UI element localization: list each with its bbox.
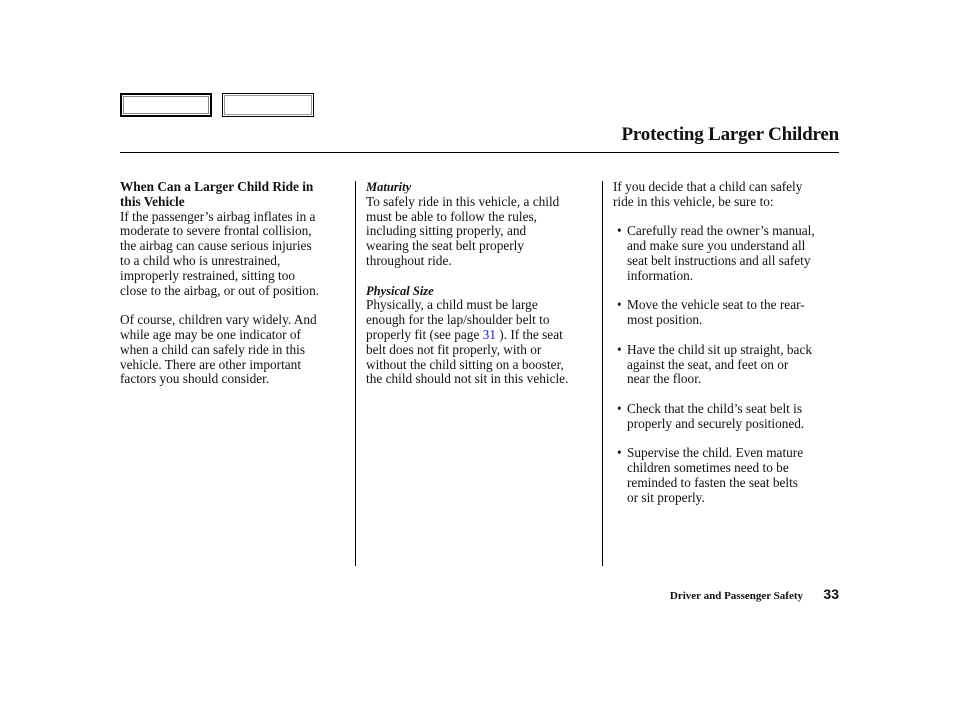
text-line: properly and securely positioned.: [627, 415, 805, 431]
page-title: Protecting Larger Children: [621, 124, 839, 145]
column-divider: [602, 181, 603, 566]
column-left: [120, 180, 350, 387]
column-divider: [355, 181, 356, 566]
nav-button-2[interactable]: [222, 93, 314, 117]
text-line: If the passenger’s airbag inflates in a: [120, 208, 316, 224]
bullet-item: [613, 402, 843, 432]
text-line: Carefully read the owner’s manual,: [627, 223, 815, 239]
footer-section-label: Driver and Passenger Safety: [669, 590, 803, 602]
text-fragment: ). If the seat: [495, 326, 563, 342]
text-line: [366, 328, 598, 343]
paragraph: [120, 210, 350, 299]
text-line: information.: [627, 267, 694, 283]
text-line: If you decide that a child can safely: [613, 179, 803, 194]
page-number: 33: [823, 586, 839, 602]
text-line: the airbag can cause serious injuries: [120, 238, 312, 254]
page-link[interactable]: 31: [482, 326, 496, 342]
text-fragment: properly fit (see page: [366, 326, 483, 342]
text-line: near the floor.: [627, 371, 702, 387]
text-line: or sit properly.: [627, 489, 705, 505]
bullet-marker: •: [617, 223, 622, 239]
subheading-maturity: Maturity: [366, 180, 412, 194]
text-line: Have the child sit up straight, back: [627, 341, 813, 357]
text-line: Check that the child’s seat belt is: [627, 400, 803, 416]
text-line: without the child sitting on a booster,: [366, 356, 564, 372]
text-line: Move the vehicle seat to the rear-: [627, 297, 805, 313]
text-line: reminded to fasten the seat belts: [627, 474, 798, 490]
bullet-marker: •: [617, 297, 622, 313]
text-line: against the seat, and feet on or: [627, 356, 789, 372]
text-line: improperly restrained, sitting too: [120, 267, 296, 283]
paragraph: [120, 313, 350, 387]
bullet-marker: •: [617, 341, 622, 357]
text-line: ride in this vehicle, be sure to:: [613, 193, 774, 209]
text-line: most position.: [627, 312, 703, 328]
text-line: and make sure you understand all: [627, 238, 806, 254]
bullet-marker: •: [617, 400, 622, 416]
text-line: when a child can safely ride in this: [120, 341, 305, 357]
heading-line: this Vehicle: [120, 193, 185, 209]
text-line: Supervise the child. Even mature: [627, 445, 804, 461]
column-middle: [366, 180, 598, 387]
text-line: to a child who is unrestrained,: [120, 252, 281, 268]
text-line: children sometimes need to be: [627, 460, 789, 476]
text-line: including sitting properly, and: [366, 223, 527, 239]
text-line: wearing the seat belt properly: [366, 238, 525, 254]
text-line: belt does not fit properly, with or: [366, 341, 542, 357]
column-right: [613, 180, 843, 506]
bullet-item: [613, 224, 843, 283]
text-line: the child should not sit in this vehicle.: [366, 371, 569, 387]
heading-line: When Can a Larger Child Ride in: [120, 179, 314, 194]
bullet-item: [613, 343, 843, 387]
nav-button-1[interactable]: [120, 93, 212, 117]
title-divider: [120, 152, 839, 153]
paragraph: [366, 195, 598, 269]
bullet-marker: •: [617, 445, 622, 461]
section-heading: [120, 180, 350, 210]
text-line: factors you should consider.: [120, 371, 270, 387]
subheading-physical-size: Physical Size: [366, 283, 434, 298]
text-line: throughout ride.: [366, 252, 452, 268]
text-line: while age may be one indicator of: [120, 326, 301, 342]
text-line: To safely ride in this vehicle, a child: [366, 193, 560, 209]
text-line: Of course, children vary widely. And: [120, 312, 317, 328]
text-line: close to the airbag, or out of position.: [120, 282, 320, 298]
text-line: seat belt instructions and all safety: [627, 252, 811, 268]
bullet-item: [613, 446, 843, 505]
text-line: Physically, a child must be large: [366, 297, 538, 313]
paragraph: [613, 180, 843, 210]
text-line: enough for the lap/shoulder belt to: [366, 312, 550, 328]
paragraph: [366, 298, 598, 387]
bullet-item: [613, 298, 843, 328]
text-line: moderate to severe frontal collision,: [120, 223, 312, 239]
text-line: vehicle. There are other important: [120, 356, 302, 372]
text-line: must be able to follow the rules,: [366, 208, 537, 224]
